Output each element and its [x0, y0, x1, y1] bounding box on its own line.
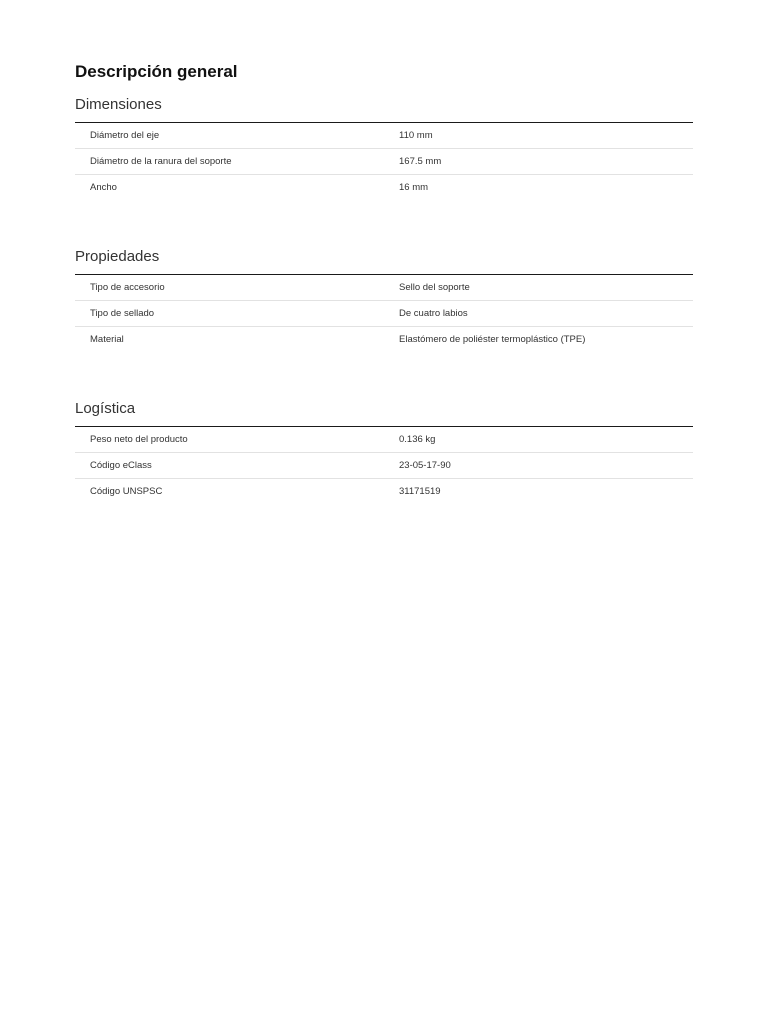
spec-label: Diámetro de la ranura del soporte — [75, 149, 399, 175]
spec-value: 16 mm — [399, 182, 429, 193]
page-title: Descripción general — [75, 62, 238, 81]
spec-label: Material — [90, 334, 124, 345]
table-row — [75, 275, 693, 301]
spec-value: Elastómero de poliéster termoplástico (TPE) — [399, 334, 586, 345]
spec-label: Ancho — [90, 182, 117, 193]
spec-label: Código eClass — [75, 453, 399, 479]
spec-value: 31171519 — [399, 486, 441, 497]
spec-value: De cuatro labios — [399, 301, 693, 327]
section-dimensions — [75, 95, 693, 200]
section-title: Logística — [75, 399, 693, 427]
section-title: Dimensiones — [75, 95, 693, 123]
table-row — [75, 453, 693, 479]
table-row — [75, 479, 693, 505]
spec-label: Tipo de accesorio — [75, 275, 399, 301]
table-row — [75, 327, 693, 353]
spec-label: Código UNSPSC — [90, 486, 163, 497]
table-row — [75, 301, 693, 327]
spec-table — [75, 275, 693, 352]
table-row — [75, 123, 693, 149]
spec-table — [75, 427, 693, 504]
spec-value: 0.136 kg — [399, 427, 693, 453]
section-title: Propiedades — [75, 247, 693, 275]
table-row — [75, 149, 693, 175]
spec-label: Diámetro del eje — [75, 123, 399, 149]
spec-label: Tipo de sellado — [75, 301, 399, 327]
section-properties — [75, 247, 693, 352]
section-logistics — [75, 399, 693, 504]
spec-label: Peso neto del producto — [75, 427, 399, 453]
spec-value: 110 mm — [399, 123, 693, 149]
table-row — [75, 175, 693, 201]
spec-value: 167.5 mm — [399, 149, 693, 175]
table-row — [75, 427, 693, 453]
spec-value: 23-05-17-90 — [399, 453, 693, 479]
spec-table — [75, 123, 693, 200]
spec-value: Sello del soporte — [399, 275, 693, 301]
